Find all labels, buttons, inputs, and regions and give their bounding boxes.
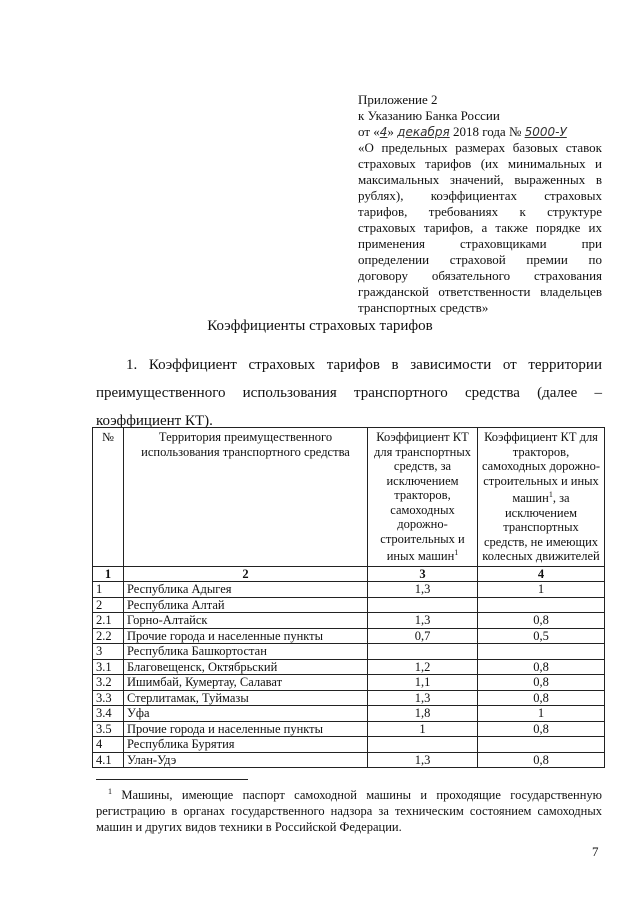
table-row: [93, 659, 605, 675]
row-kt2: [478, 644, 605, 660]
table-row: [93, 752, 605, 768]
row-kt: [368, 737, 478, 753]
table-row: [93, 737, 605, 753]
row-number: 2: [93, 597, 124, 613]
footnote-divider: [96, 779, 248, 780]
table-row: [93, 675, 605, 691]
table-row: [93, 628, 605, 644]
header-kt-vehicles: Коэффициент КТ для транспортных средств, за исключением тракторов, самоходных дорожно-строительных и иных машин$^1$: [368, 428, 478, 567]
row-kt: 1,3: [368, 690, 478, 706]
row-territory: Ишимбай, Кумертау, Салават: [124, 675, 368, 691]
paragraph-line: коэффициент КТ).: [96, 413, 213, 429]
row-number: 3.4: [93, 706, 124, 722]
row-kt2: 0,8: [478, 675, 605, 691]
coefficient-table: [92, 427, 605, 768]
column-number: 3: [368, 566, 478, 582]
row-territory: Стерлитамак, Туймазы: [124, 690, 368, 706]
row-number: 3: [93, 644, 124, 660]
row-kt2: 1: [478, 582, 605, 598]
row-kt: 1,3: [368, 613, 478, 629]
table-row: [93, 597, 605, 613]
annex-reference: к Указанию Банка России: [358, 108, 500, 123]
annex-line: гражданской ответственности владельцев: [358, 284, 602, 299]
page-title: Коэффициенты страховых тарифов: [207, 318, 433, 334]
table-row: [93, 706, 605, 722]
paragraph-line: 1. Коэффициент страховых тарифов в зависимости от территории: [126, 357, 602, 373]
row-kt2: [478, 737, 605, 753]
row-territory: Прочие города и населенные пункты: [124, 721, 368, 737]
table-header-row: [93, 428, 605, 567]
annex-line: тарифов, требованиях к структуре: [358, 204, 602, 219]
row-territory: Благовещенск, Октябрьский: [124, 659, 368, 675]
annex-date: от «4» декабря 2018 года № 5000-У: [358, 124, 567, 139]
row-number: 3.5: [93, 721, 124, 737]
table-row: [93, 690, 605, 706]
row-territory: Горно-Алтайск: [124, 613, 368, 629]
row-kt2: 0,8: [478, 752, 605, 768]
row-kt: 1,3: [368, 752, 478, 768]
annex-line: применения страховщиками при: [358, 236, 602, 251]
row-number: 3.2: [93, 675, 124, 691]
annex-line: договору обязательного страхования: [358, 268, 602, 283]
annex-line: страховых тарифов, а также порядке их: [358, 220, 602, 235]
row-territory: Улан-Удэ: [124, 752, 368, 768]
row-number: 2.2: [93, 628, 124, 644]
annex-line: «О предельных размерах базовых ставок: [358, 140, 602, 155]
footnote: $^1$ Машины, имеющие паспорт самоходной машины и проходящие государственную регистрацию в органах государственного надзора за техническим состоянием самоходных машин и других видов техники в Российской Федерации.: [96, 787, 602, 835]
table-row: [93, 721, 605, 737]
row-territory: Уфа: [124, 706, 368, 722]
annex-line: транспортных средств»: [358, 300, 489, 315]
row-kt2: 0,8: [478, 659, 605, 675]
annex-title: Приложение 2: [358, 92, 438, 107]
row-territory: Республика Алтай: [124, 597, 368, 613]
header-territory: Территория преимущественного использования транспортного средства: [124, 428, 368, 567]
annex-header: [358, 92, 602, 316]
row-kt: 1,3: [368, 582, 478, 598]
page-number: 7: [592, 844, 599, 859]
paragraph-1: [96, 351, 602, 435]
annex-line: максимальных значений, выраженных в: [358, 172, 602, 187]
row-kt2: 1: [478, 706, 605, 722]
row-territory: Республика Бурятия: [124, 737, 368, 753]
row-number: 4: [93, 737, 124, 753]
row-kt: [368, 644, 478, 660]
row-kt: 1,1: [368, 675, 478, 691]
row-territory: Республика Адыгея: [124, 582, 368, 598]
annex-month: декабря: [397, 125, 450, 139]
row-kt2: 0,8: [478, 721, 605, 737]
annex-day: 4: [379, 125, 388, 139]
row-kt2: [478, 597, 605, 613]
column-number-row: [93, 566, 605, 582]
row-kt: 1,2: [368, 659, 478, 675]
row-number: 1: [93, 582, 124, 598]
header-kt-tractors: Коэффициент КТ для тракторов, самоходных дорожно-строительных и иных машин$^1$, за исключением транспортных средств, не имеющих колесных движителей: [478, 428, 605, 567]
table-row: [93, 613, 605, 629]
column-number: 2: [124, 566, 368, 582]
row-kt2: 0,8: [478, 613, 605, 629]
row-number: 3.3: [93, 690, 124, 706]
annex-line: определении страховой премии по: [358, 252, 602, 267]
table-row: [93, 582, 605, 598]
annex-number: 5000-У: [524, 125, 567, 139]
annex-line: страховых тарифов (их минимальных и: [358, 156, 602, 171]
row-kt: 1,8: [368, 706, 478, 722]
row-kt: 1: [368, 721, 478, 737]
row-territory: Прочие города и населенные пункты: [124, 628, 368, 644]
header-number: №: [93, 428, 124, 567]
row-kt2: 0,8: [478, 690, 605, 706]
row-kt: 0,7: [368, 628, 478, 644]
row-number: 2.1: [93, 613, 124, 629]
row-number: 4.1: [93, 752, 124, 768]
row-kt2: 0,5: [478, 628, 605, 644]
column-number: 1: [93, 566, 124, 582]
row-kt: [368, 597, 478, 613]
column-number: 4: [478, 566, 605, 582]
row-territory: Республика Башкортостан: [124, 644, 368, 660]
paragraph-line: преимущественного использования транспортного средства (далее –: [96, 385, 602, 401]
row-number: 3.1: [93, 659, 124, 675]
table-row: [93, 644, 605, 660]
annex-line: рублях), коэффициентах страховых: [358, 188, 602, 203]
